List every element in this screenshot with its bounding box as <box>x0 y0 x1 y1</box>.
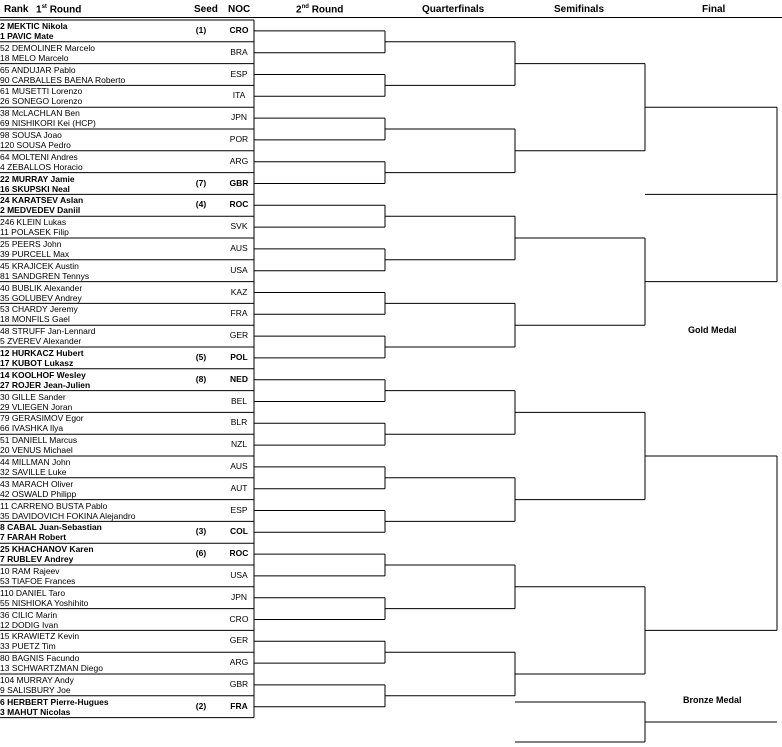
noc-code: AUS <box>230 243 248 253</box>
noc-code: GBR <box>229 177 249 188</box>
noc-code: GER <box>229 635 249 646</box>
player-2: 53 TIAFOE Frances <box>0 576 76 586</box>
player-2: 35 DAVIDOVICH FOKINA Alejandro <box>0 510 136 521</box>
semifinals-header: Semifinals <box>554 4 605 15</box>
pair-entry <box>0 260 254 282</box>
pair-entry <box>0 194 254 216</box>
noc-code: JPN <box>230 591 248 602</box>
player-2: 13 SCHWARTZMAN Diego <box>0 663 103 674</box>
quarterfinals-header: Quarterfinals <box>422 4 485 15</box>
player-2: 12 DODIG Ivan <box>0 619 59 630</box>
pair-entry <box>0 151 254 173</box>
noc-code: KAZ <box>230 286 248 297</box>
player-2: 69 NISHIKORI Kei (HCP) <box>0 118 96 129</box>
round1-header: 1st Round <box>36 4 82 16</box>
pair-entry <box>0 565 254 587</box>
noc-code: NZL <box>230 439 248 450</box>
player-2: 39 PURCELL Max <box>0 249 70 259</box>
player-1: 25 KHACHANOV Karen <box>0 544 94 555</box>
player-1: 11 CARRENO BUSTA Pablo <box>0 500 108 511</box>
pair-entry <box>0 64 254 86</box>
round2-header: 2nd Round <box>296 4 344 16</box>
player-2: 32 SAVILLE Luke <box>0 467 67 477</box>
pair-entry <box>0 129 254 151</box>
pair-entry <box>0 325 254 347</box>
player-1: 25 PEERS John <box>0 239 62 249</box>
player-1: 14 KOOLHOF Wesley <box>0 369 86 380</box>
player-2: 18 MONFILS Gael <box>0 314 70 325</box>
player-1: 10 RAM Rajeev <box>0 566 60 576</box>
pair-entry <box>0 303 254 325</box>
player-1: 22 MURRAY Jamie <box>0 173 75 184</box>
pair-entry <box>0 587 254 609</box>
noc-code: CRO <box>229 25 249 35</box>
player-2: 1 PAVIC Mate <box>0 31 54 41</box>
player-1: 38 McLACHLAN Ben <box>0 108 80 119</box>
pair-entry <box>0 173 254 195</box>
noc-code: CRO <box>229 613 249 624</box>
player-2: 11 POLASEK Filip <box>0 227 69 238</box>
player-2: 18 MELO Marcelo <box>0 52 69 63</box>
player-1: 6 HERBERT Pierre-Hugues <box>0 696 109 707</box>
noc-code: ESP <box>230 68 248 79</box>
player-1: 45 KRAJICEK Austin <box>0 260 79 271</box>
noc-code: BEL <box>230 395 248 406</box>
player-2: 55 NISHIOKA Yoshihito <box>0 597 89 608</box>
player-1: 24 KARATSEV Aslan <box>0 195 84 206</box>
player-1: 36 CILIC Marin <box>0 609 58 620</box>
gold-medal-label: Gold Medal <box>688 325 737 335</box>
player-2: 2 MEDVEDEV Daniil <box>0 205 81 216</box>
pair-entry <box>0 500 254 522</box>
pair-entry <box>0 107 254 129</box>
noc-code: ROC <box>229 548 249 559</box>
seed-value: (1) <box>195 25 207 35</box>
player-1: 40 BUBLIK Alexander <box>0 282 83 293</box>
player-1: 48 STRUFF Jan-Lennard <box>0 326 96 337</box>
seed-header: Seed <box>194 4 218 15</box>
player-1: 51 DANIELL Marcus <box>0 435 78 446</box>
player-1: 15 KRAWIETZ Kevin <box>0 631 80 642</box>
pair-entry <box>0 412 254 434</box>
player-1: 30 GILLE Sander <box>0 391 66 402</box>
noc-code: ESP <box>230 504 248 515</box>
pair-entry <box>0 347 254 369</box>
noc-code: BRA <box>230 46 248 57</box>
player-1: 98 SOUSA Joao <box>0 130 62 140</box>
noc-code: USA <box>230 264 248 275</box>
noc-code: POL <box>230 352 248 362</box>
bronze-medal-label: Bronze Medal <box>683 695 742 705</box>
player-1: 2 MEKTIC Nikola <box>0 21 68 31</box>
pair-entry <box>0 282 254 304</box>
seed-value: (3) <box>195 526 207 537</box>
player-1: 44 MILLMAN John <box>0 457 71 467</box>
player-2: 7 RUBLEV Andrey <box>0 554 74 565</box>
pair-entry <box>0 609 254 631</box>
pair-entry <box>0 42 254 64</box>
player-2: 16 SKUPSKI Neal <box>0 183 70 194</box>
player-2: 4 ZEBALLOS Horacio <box>0 161 83 172</box>
player-2: 26 SONEGO Lorenzo <box>0 96 83 107</box>
noc-code: AUS <box>230 461 248 471</box>
player-1: 52 DEMOLINER Marcelo <box>0 42 95 53</box>
pair-entry <box>0 652 254 674</box>
player-1: 104 MURRAY Andy <box>0 675 74 685</box>
pair-entry <box>0 216 254 238</box>
noc-code: COL <box>230 526 248 537</box>
player-2: 66 IVASHKA Ilya <box>0 423 64 434</box>
rank-header: Rank <box>4 4 29 15</box>
pair-entry <box>0 369 254 391</box>
final-header: Final <box>702 4 726 15</box>
player-1: 61 MUSETTI Lorenzo <box>0 86 83 97</box>
player-1: 64 MOLTENI Andres <box>0 151 78 162</box>
player-2: 5 ZVEREV Alexander <box>0 336 82 347</box>
player-1: 246 KLEIN Lukas <box>0 217 67 228</box>
player-1: 8 CABAL Juan-Sebastian <box>0 522 102 533</box>
noc-code: USA <box>230 570 248 580</box>
player-2: 7 FARAH Robert <box>0 532 67 543</box>
player-1: 53 CHARDY Jeremy <box>0 304 78 315</box>
pair-entry <box>0 630 254 652</box>
player-2: 27 ROJER Jean-Julien <box>0 379 91 390</box>
noc-code: ARG <box>229 657 249 668</box>
seed-value: (8) <box>195 373 207 384</box>
player-2: 42 OSWALD Philipp <box>0 488 77 499</box>
seed-value: (5) <box>195 352 207 362</box>
player-2: 33 PUETZ Tim <box>0 641 56 652</box>
noc-code: JPN <box>230 112 248 123</box>
noc-header: NOC <box>228 4 251 15</box>
seed-value: (2) <box>195 700 207 711</box>
player-1: 65 ANDUJAR Pablo <box>0 64 76 75</box>
player-1: 110 DANIEL Taro <box>0 587 66 598</box>
player-2: 3 MAHUT Nicolas <box>0 706 71 717</box>
pair-entry <box>0 456 254 478</box>
seed-value: (6) <box>195 548 207 559</box>
noc-code: SVK <box>230 221 248 232</box>
noc-code: ROC <box>229 199 249 210</box>
player-2: 120 SOUSA Pedro <box>0 140 71 150</box>
player-2: 29 VLIEGEN Joran <box>0 401 73 412</box>
noc-code: ITA <box>232 90 246 101</box>
noc-code: AUT <box>230 482 248 493</box>
pair-entry <box>0 20 254 42</box>
seed-value: (7) <box>195 177 207 188</box>
noc-code: BLR <box>230 417 248 428</box>
noc-code: ARG <box>229 155 249 166</box>
noc-code: NED <box>230 373 248 384</box>
pair-entry <box>0 85 254 107</box>
player-1: 43 MARACH Oliver <box>0 478 74 489</box>
noc-code: GBR <box>229 679 249 689</box>
player-2: 35 GOLUBEV Andrey <box>0 292 82 303</box>
pair-entry <box>0 391 254 413</box>
pair-entry <box>0 521 254 543</box>
noc-code: GER <box>229 330 249 341</box>
player-2: 17 KUBOT Lukasz <box>0 358 74 368</box>
pair-entry <box>0 696 254 718</box>
player-1: 79 GERASIMOV Egor <box>0 413 84 424</box>
noc-code: FRA <box>230 308 248 319</box>
noc-code: FRA <box>230 700 248 711</box>
player-1: 12 HURKACZ Hubert <box>0 348 84 358</box>
pair-entry <box>0 543 254 565</box>
player-2: 90 CARBALLES BAENA Roberto <box>0 74 126 85</box>
player-2: 9 SALISBURY Joe <box>0 685 71 695</box>
player-1: 80 BAGNIS Facundo <box>0 653 80 664</box>
seed-value: (4) <box>195 199 207 210</box>
pair-entry <box>0 674 254 696</box>
noc-code: POR <box>229 134 249 144</box>
pair-entry <box>0 238 254 260</box>
pair-entry <box>0 434 254 456</box>
player-2: 81 SANDGREN Tennys <box>0 270 90 281</box>
player-2: 20 VENUS Michael <box>0 445 73 456</box>
pair-entry <box>0 478 254 500</box>
